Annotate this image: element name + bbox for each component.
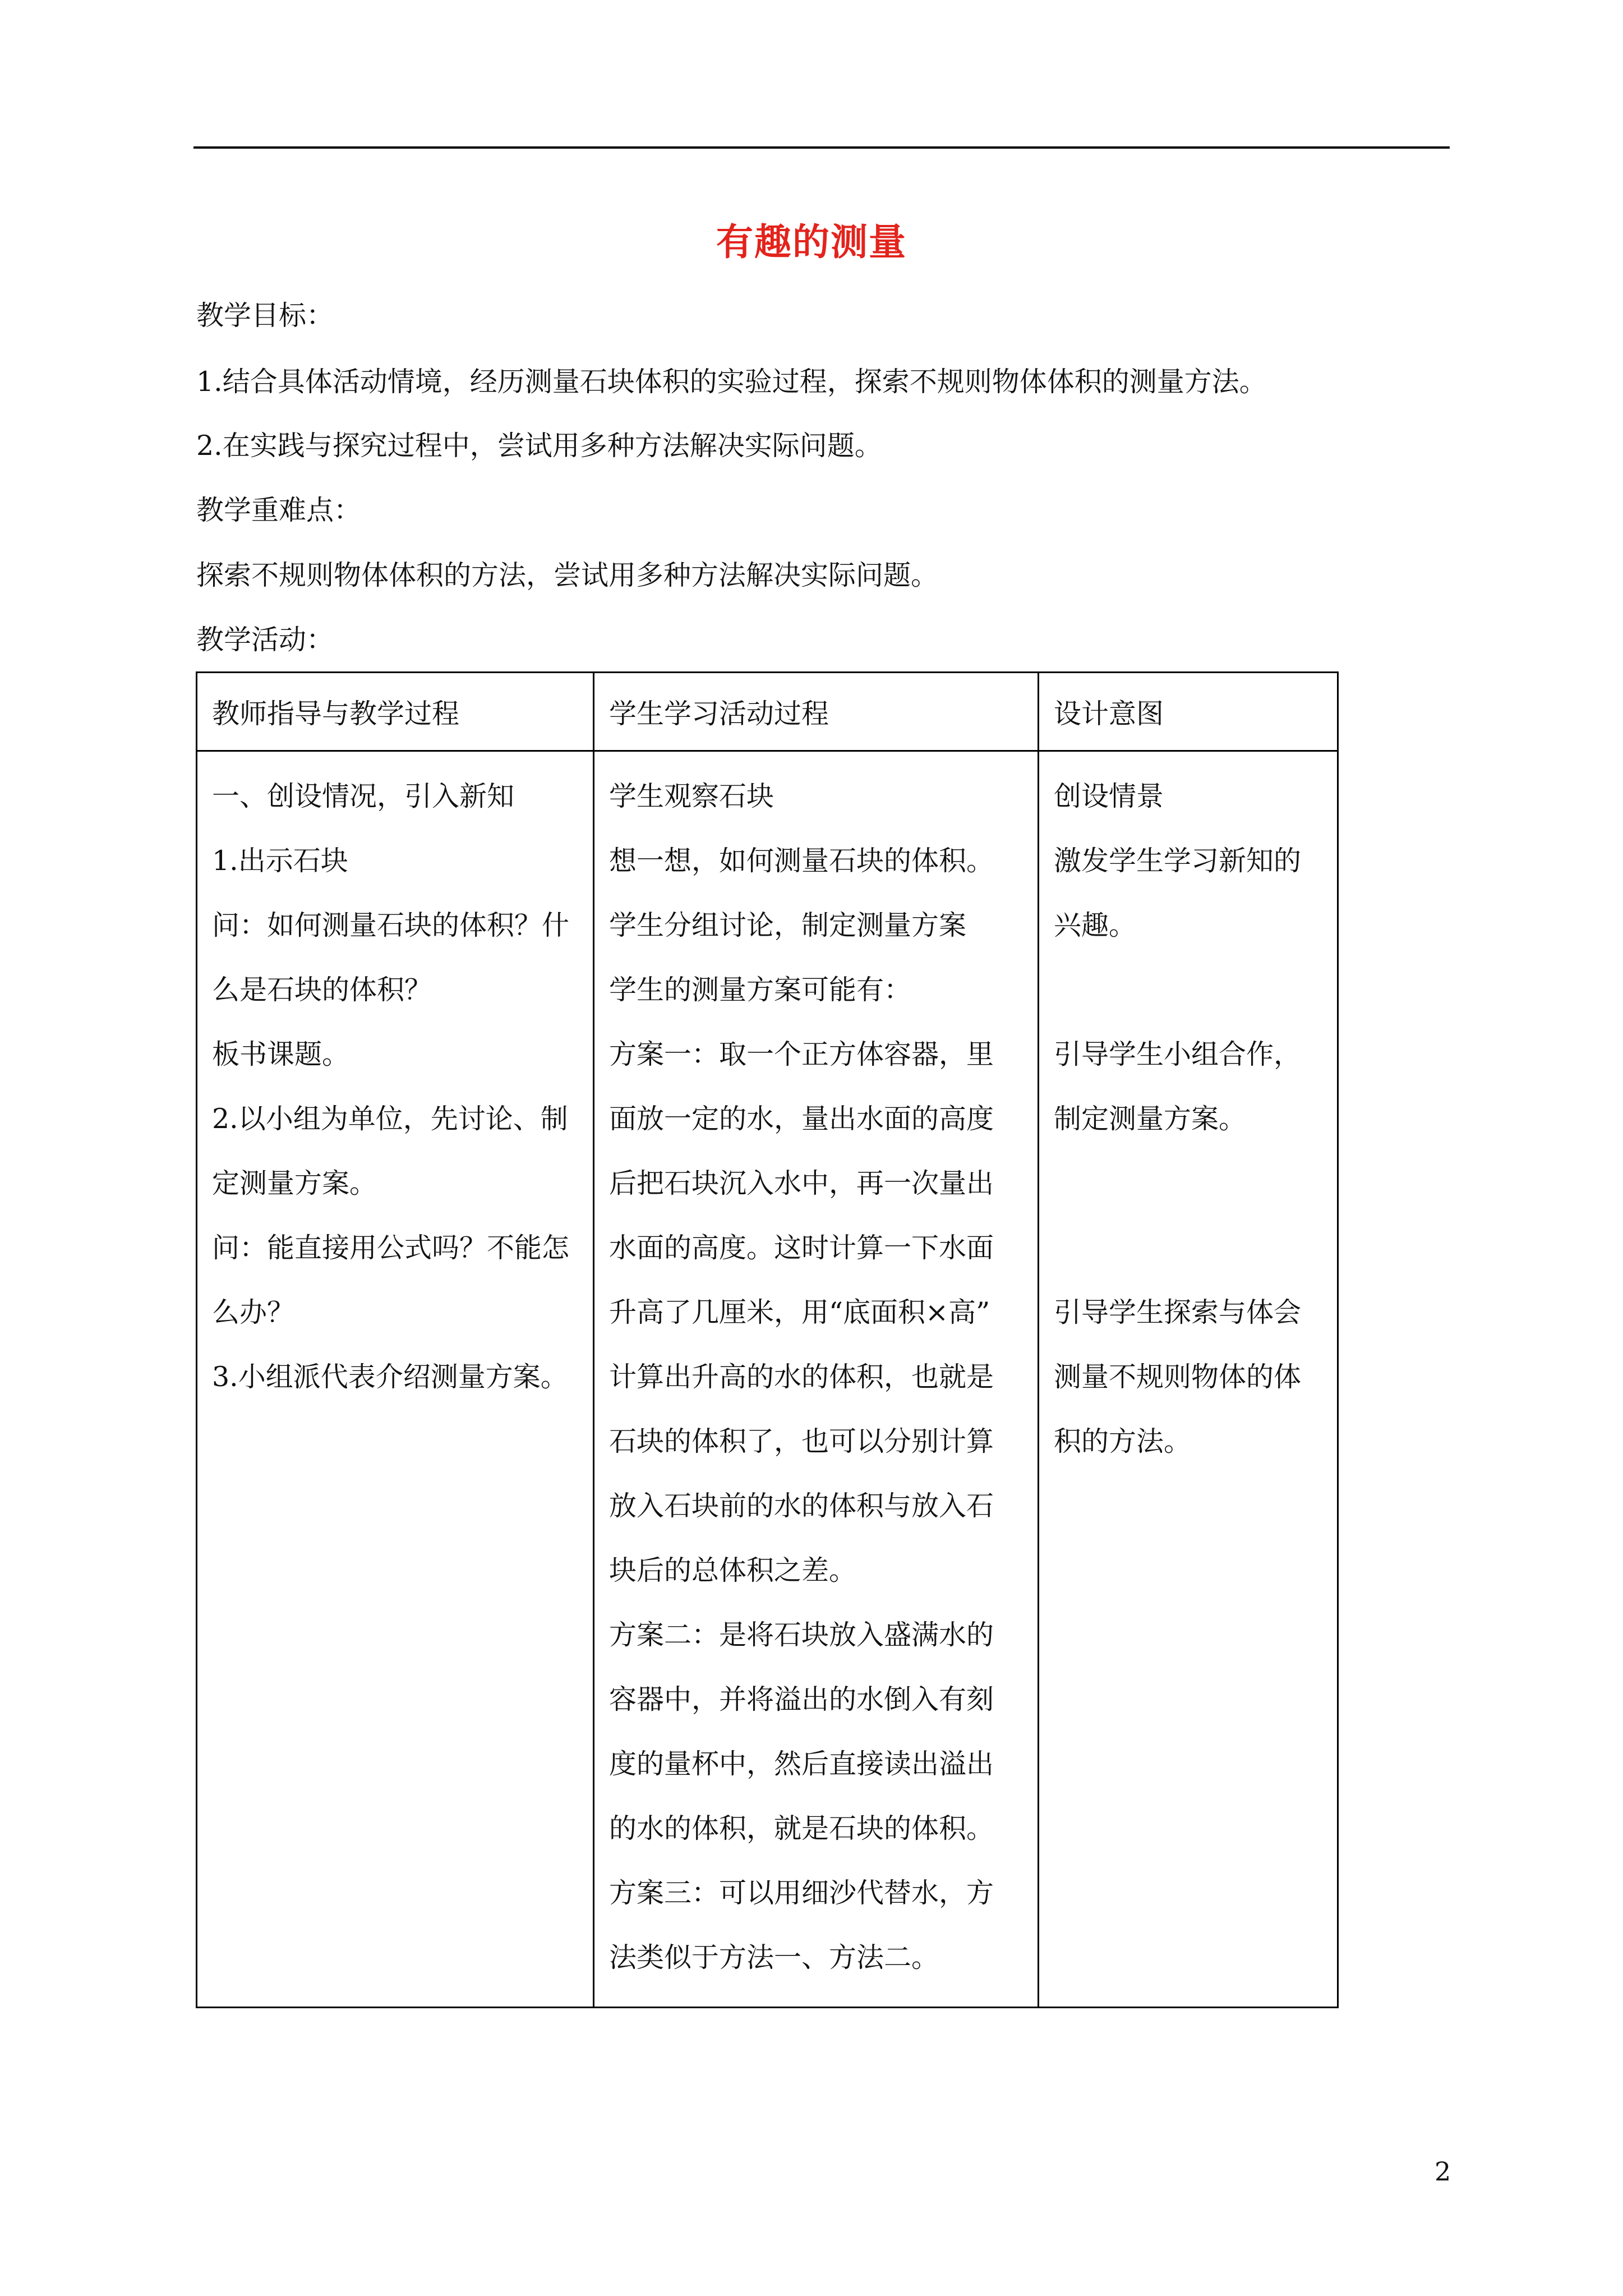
key-points: 探索不规则物体体积的方法，尝试用多种方法解决实际问题。 [196,559,939,591]
list-item: 度的量杯中，然后直接读出溢出 [609,1748,994,1780]
activities-heading: 教学活动： [196,624,334,656]
list-item: 的水的体积，就是石块的体积。 [609,1812,994,1844]
header-rule [193,146,1450,149]
list-item: 问：能直接用公式吗？不能怎 [212,1232,570,1264]
list-item: 方案二：是将石块放入盛满水的 [609,1619,994,1651]
list-item: 么办？ [212,1296,295,1328]
list-item: 一、创设情况，引入新知 [212,780,515,812]
page-number: 2 [1435,2156,1451,2187]
list-item: 面放一定的水，量出水面的高度 [609,1103,994,1135]
list-item: 方案一：取一个正方体容器，里 [609,1038,994,1070]
teacher-process-cell [197,751,594,2008]
list-item: 后把石块沉入水中，再一次量出 [609,1167,994,1199]
list-item: 方案三：可以用细沙代替水，方 [609,1877,994,1909]
header-intent: 设计意图 [1039,673,1338,751]
list-item: 容器中，并将溢出的水倒入有刻 [609,1683,994,1715]
list-item: 定测量方案。 [212,1167,377,1199]
list-item: 学生观察石块 [609,780,774,812]
list-item: 测量不规则物体的体 [1054,1361,1302,1393]
table-header-row [197,673,1338,751]
list-item: 2.以小组为单位，先讨论、制 [212,1103,568,1135]
list-item: 3.小组派代表介绍测量方案。 [212,1361,568,1393]
spacer-line [1054,1151,1322,1216]
list-item: 石块的体积了，也可以分别计算 [609,1425,994,1457]
list-item: 板书课题。 [212,1038,350,1070]
design-intent-cell [1039,751,1338,2008]
list-item: 水面的高度。这时计算一下水面 [609,1232,994,1264]
student-activity-cell [594,751,1039,2008]
list-item: 问：如何测量石块的体积？什 [212,909,570,941]
header-student: 学生学习活动过程 [594,673,1039,751]
list-item: 1.出示石块 [212,845,348,877]
goals-heading: 教学目标： [196,300,334,332]
list-item: 升高了几厘米，用“底面积×高” [609,1296,990,1328]
goal-2: 2.在实践与探究过程中，尝试用多种方法解决实际问题。 [196,430,882,462]
list-item: 引导学生探索与体会 [1054,1296,1302,1328]
list-item: 学生分组讨论，制定测量方案 [609,909,967,941]
list-item: 兴趣。 [1054,909,1137,941]
table-body-row [197,751,1338,2008]
list-item: 制定测量方案。 [1054,1103,1247,1135]
list-item: 创设情景 [1054,780,1164,812]
key-points-heading: 教学重难点： [196,494,362,526]
list-item: 放入石块前的水的体积与放入石 [609,1490,994,1522]
list-item: 块后的总体积之差。 [609,1554,857,1586]
activity-table [196,671,1339,2008]
spacer-line [1054,1216,1322,1280]
header-teacher: 教师指导与教学过程 [197,673,594,751]
list-item: 激发学生学习新知的 [1054,845,1302,877]
list-item: 么是石块的体积？ [212,974,432,1006]
goal-1: 1.结合具体活动情境，经历测量石块体积的实验过程，探索不规则物体体积的测量方法。 [196,366,1267,398]
list-item: 想一想，如何测量石块的体积。 [609,845,994,877]
spacer-line [1054,958,1322,1022]
list-item: 法类似于方法一、方法二。 [609,1941,939,1973]
page-title: 有趣的测量 [716,220,907,264]
list-item: 引导学生小组合作， [1054,1038,1302,1070]
list-item: 学生的测量方案可能有： [609,974,912,1006]
list-item: 积的方法。 [1054,1425,1192,1457]
list-item: 计算出升高的水的体积，也就是 [609,1361,994,1393]
